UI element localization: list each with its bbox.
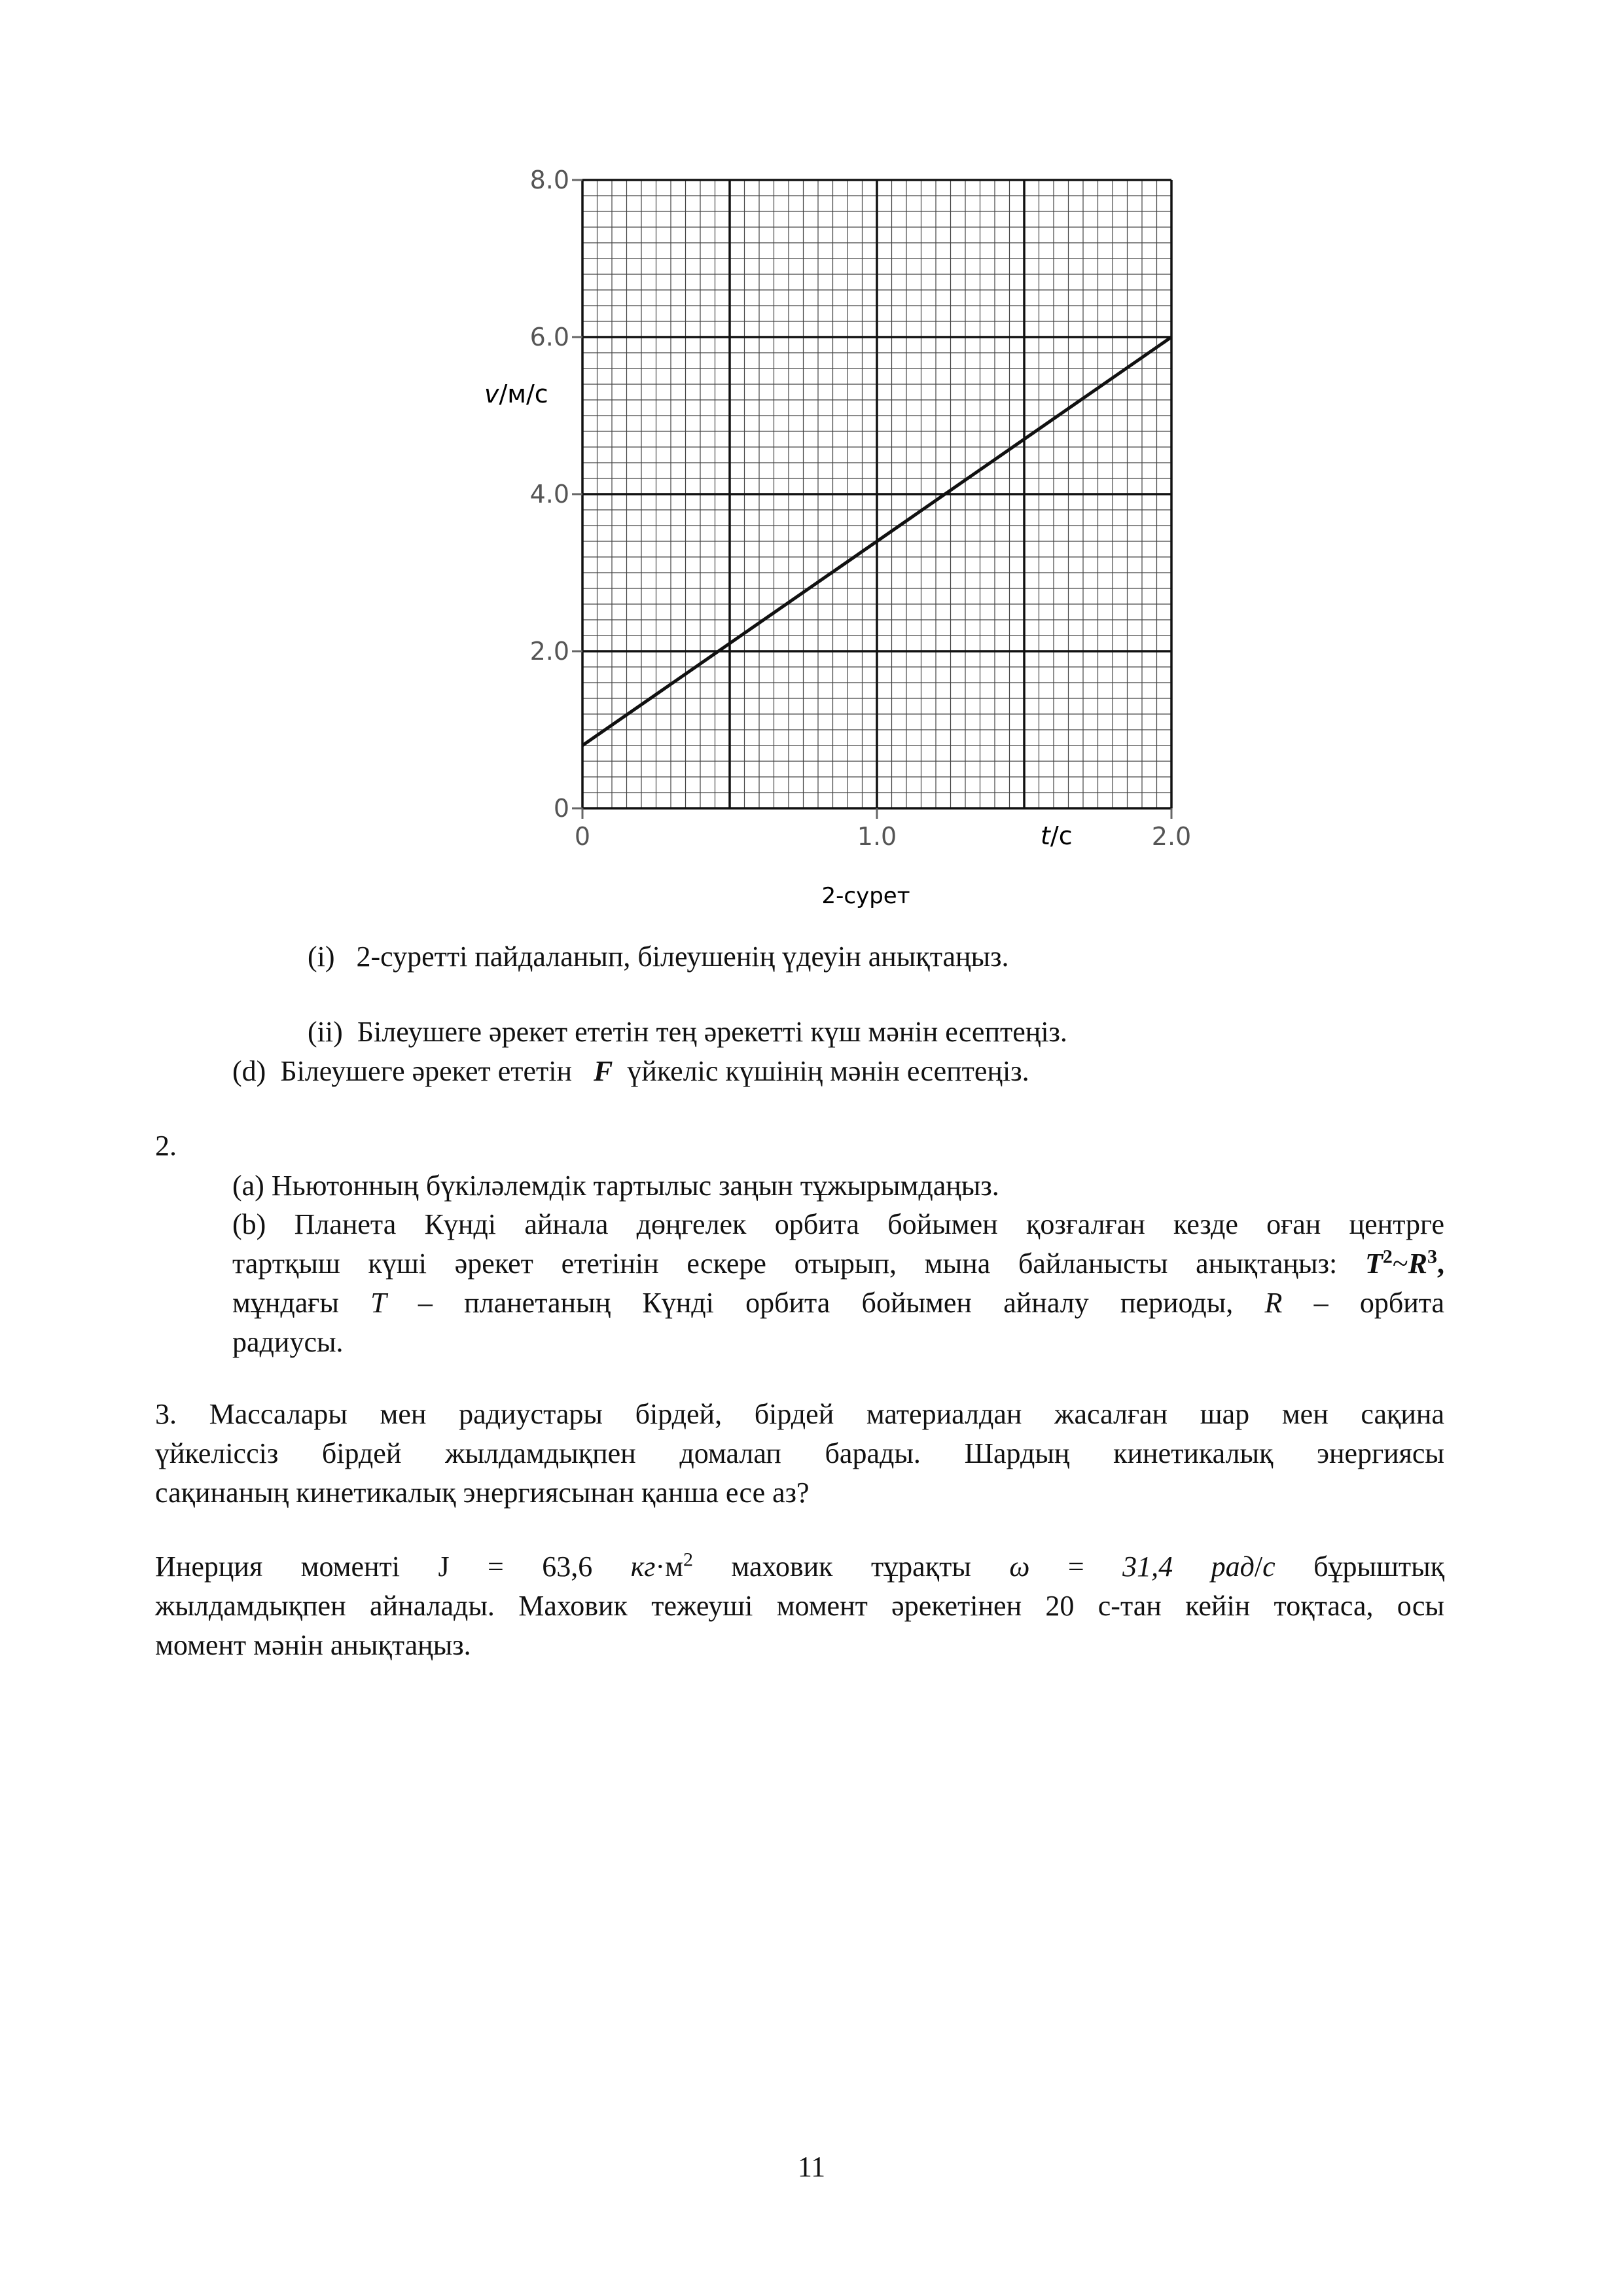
q2-part-b xyxy=(232,1205,1444,1362)
y-axis-label xyxy=(484,380,548,408)
unit-kg: кг xyxy=(630,1551,656,1583)
q1-part-i-number: (i) xyxy=(308,941,335,973)
chart-caption: 2-сурет xyxy=(821,883,910,909)
x-axis-label-unit: /с xyxy=(1050,821,1073,850)
q4-line-3: момент мәнін анықтаңыз. xyxy=(155,1629,471,1661)
q2-part-b-line-2 xyxy=(232,1244,1444,1283)
unit-slash: / xyxy=(1254,1551,1263,1583)
q2-part-b-line-4: радиусы. xyxy=(232,1326,344,1358)
velocity-time-chart xyxy=(386,151,1237,923)
unit-m: м xyxy=(665,1551,683,1583)
q1-part-d-text-start: Білеушеге әрекет ететін xyxy=(280,1055,572,1087)
x-tick-label: 1.0 xyxy=(857,822,897,851)
q4-line-1-a: Инерция моменті J = 63,6 xyxy=(155,1551,593,1583)
q2-number: 2. xyxy=(155,1130,177,1162)
q2-part-b-line-1: (b) Планета Күнді айнала дөңгелек орбита бойымен қозғалған кезде оған центрге xyxy=(232,1208,1444,1240)
y-tick-label: 8.0 xyxy=(529,166,569,194)
q4-line-1 xyxy=(155,1547,1444,1587)
chart-svg xyxy=(386,151,1237,923)
formula-r: R xyxy=(1408,1247,1428,1280)
q1-part-d xyxy=(232,1052,1029,1090)
formula-exp-3: 3 xyxy=(1427,1246,1438,1268)
equals-sign: = xyxy=(1067,1551,1084,1583)
q3-paragraph xyxy=(155,1395,1444,1513)
tick-labels xyxy=(530,166,1192,851)
q4-line-1-c: бұрыштық xyxy=(1313,1551,1445,1583)
symbol-t: T xyxy=(370,1287,387,1319)
q2-part-b-line-2-text: тартқыш күші әрекет ететінін ескере отырып, мына байланысты анықтаңыз: xyxy=(232,1247,1338,1280)
q1-part-i xyxy=(308,938,1009,976)
q3-line-1: 3. Массалары мен радиустары бірдей, бірдей материалдан жасалған шар мен сақина xyxy=(155,1398,1444,1430)
x-tick-label: 0 xyxy=(574,822,591,851)
q2-part-b-line-3-a: мұндағы xyxy=(232,1287,339,1319)
q2-part-b-line-3-c: – орбита xyxy=(1313,1287,1445,1319)
axis-ticks xyxy=(572,180,1171,819)
unit-m-exp: 2 xyxy=(683,1549,693,1571)
y-tick-label: 2.0 xyxy=(529,637,569,666)
y-axis-label-unit: /м/с xyxy=(499,380,548,408)
page-number: 11 xyxy=(797,2151,826,2183)
q3-line-3: сақинаның кинетикалық энергиясынан қанша есе аз? xyxy=(155,1477,810,1509)
q1-part-ii-text: Білеушеге әрекет ететін тең әрекетті күш мәнін есептеңіз. xyxy=(357,1016,1067,1048)
y-tick-label: 6.0 xyxy=(529,323,569,351)
q1-part-d-text-end: үйкеліс күшінің мәнін есептеңіз. xyxy=(627,1055,1029,1087)
q2-part-b-line-3 xyxy=(232,1283,1444,1323)
q1-part-ii-number: (ii) xyxy=(308,1016,343,1048)
q1-part-d-number: (d) xyxy=(232,1055,266,1087)
q4-line-1-b: маховик тұрақты xyxy=(731,1551,971,1583)
symbol-r: R xyxy=(1264,1287,1283,1319)
unit-dot: · xyxy=(655,1551,666,1583)
q3-line-2: үйкеліссіз бірдей жылдамдықпен домалап барады. Шардың кинетикалық энергиясы xyxy=(155,1437,1444,1469)
q2-part-b-line-3-b: – планетаның Күнді орбита бойымен айналу периоды, xyxy=(418,1287,1234,1319)
unit-rad: рад xyxy=(1211,1551,1255,1583)
q1-part-i-text: 2-суретті пайдаланып, білеушенің үдеуін анықтаңыз. xyxy=(356,941,1009,973)
x-axis-label-var: t xyxy=(1041,821,1050,850)
force-symbol: F xyxy=(593,1055,613,1087)
omega-symbol: ω xyxy=(1009,1551,1030,1583)
omega-value: 31,4 xyxy=(1122,1551,1173,1583)
y-tick-label: 4.0 xyxy=(529,480,569,509)
formula-t: T xyxy=(1364,1247,1383,1280)
q2-part-a: (a) Ньютонның бүкіләлемдік тартылыс заңын тұжырымдаңыз. xyxy=(232,1170,999,1202)
formula-exp-2: 2 xyxy=(1382,1246,1393,1268)
x-axis-label xyxy=(1041,821,1073,850)
formula-tilde: ~ xyxy=(1392,1247,1408,1280)
q4-line-2: жылдамдықпен айналады. Маховик тежеуші момент әрекетінен 20 с-тан кейін тоқтаса, осы xyxy=(155,1590,1444,1622)
x-tick-label: 2.0 xyxy=(1151,822,1192,851)
q1-part-ii xyxy=(308,1013,1067,1051)
y-axis-label-var: v xyxy=(484,380,499,408)
y-tick-label: 0 xyxy=(553,794,569,823)
unit-s: с xyxy=(1262,1551,1275,1583)
formula-comma: , xyxy=(1437,1247,1445,1280)
q4-paragraph xyxy=(155,1547,1444,1665)
